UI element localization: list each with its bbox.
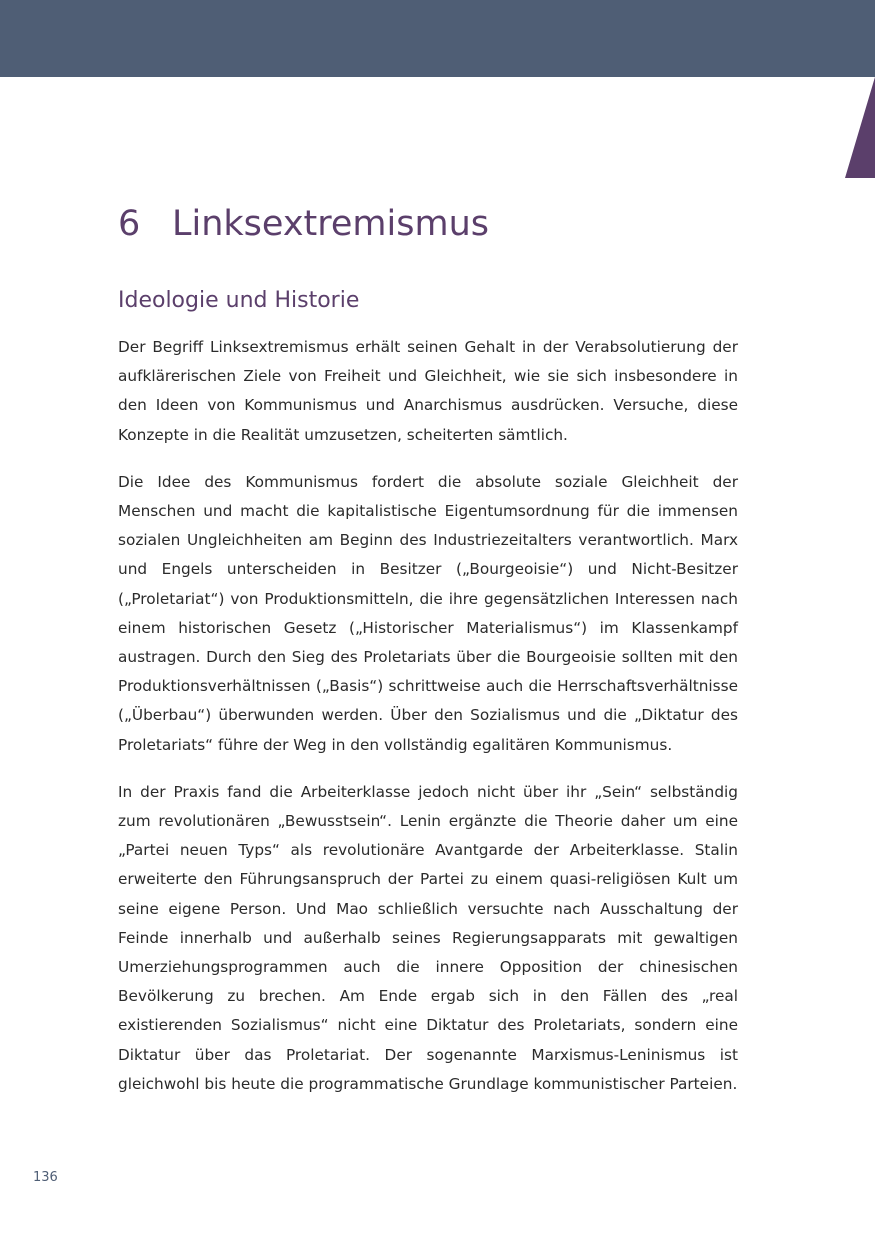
chapter-title-text: Linksextremismus xyxy=(172,204,489,244)
chapter-number: 6 xyxy=(118,204,141,244)
paragraph: In der Praxis fand die Arbeiterklasse jedoch nicht über ihr „Sein“ selbständig zum revolutionären „Bewusstsein“. Lenin ergänzte die Theorie daher um eine „Partei neuen Typs“ als revolutionäre Avantgarde der Arbeiterklasse. Stalin erweiterte den Führungsanspruch der Partei zu einem quasi-religiösen Kult um seine eigene Person. Und Mao schließlich versuchte nach Ausschaltung der Feinde innerhalb und außerhalb seines Regierungsapparats mit gewaltigen Umerziehungsprogrammen auch die innere Opposition der chinesischen Bevölkerung zu brechen. Am Ende ergab sich in den Fällen des „real existierenden Sozialismus“ nicht eine Diktatur des Proletariats, sondern eine Diktatur über das Proletariat. Der sogenannte Marxismus-Leninismus ist gleichwohl bis heute die programmatische Grundlage kommunistischer Parteien. xyxy=(118,782,738,1093)
paragraph: Der Begriff Linksextremismus erhält seinen Gehalt in der Verabsolutierung der aufklärerischen Ziele von Freiheit und Gleichheit, wie sie sich insbesondere in den Ideen von Kommunismus und Anarchismus ausdrücken. Versuche, diese Konzepte in die Realität umzusetzen, scheiterten sämtlich. xyxy=(118,338,738,444)
chapter-title xyxy=(118,196,489,252)
header-band xyxy=(0,0,875,77)
chapter-tab-marker xyxy=(845,77,875,178)
page-number: 136 xyxy=(33,1170,58,1185)
paragraph: Die Idee des Kommunismus fordert die absolute soziale Gleichheit der Menschen und macht die kapitalistische Eigentumsordnung für die immensen sozialen Ungleichheiten am Beginn des Industriezeitalters verantwortlich. Marx und Engels unterscheiden in Besitzer („Bourgeoisie“) und Nicht-Besitzer („Proletariat“) von Produktionsmitteln, die ihre gegensätzlichen Interessen nach einem historischen Gesetz („Historischer Materialismus“) im Klassenkampf austragen. Durch den Sieg des Proletariats über die Bourgeoisie sollten mit den Produktionsverhältnissen („Basis“) schrittweise auch die Herrschaftsverhältnisse („Überbau“) überwunden werden. Über den Sozialismus und die „Diktatur des Proletariats“ führe der Weg in den vollständig egalitären Kommunismus. xyxy=(118,472,738,754)
body-text xyxy=(118,333,738,1117)
section-heading: Ideologie und Historie xyxy=(118,288,360,313)
